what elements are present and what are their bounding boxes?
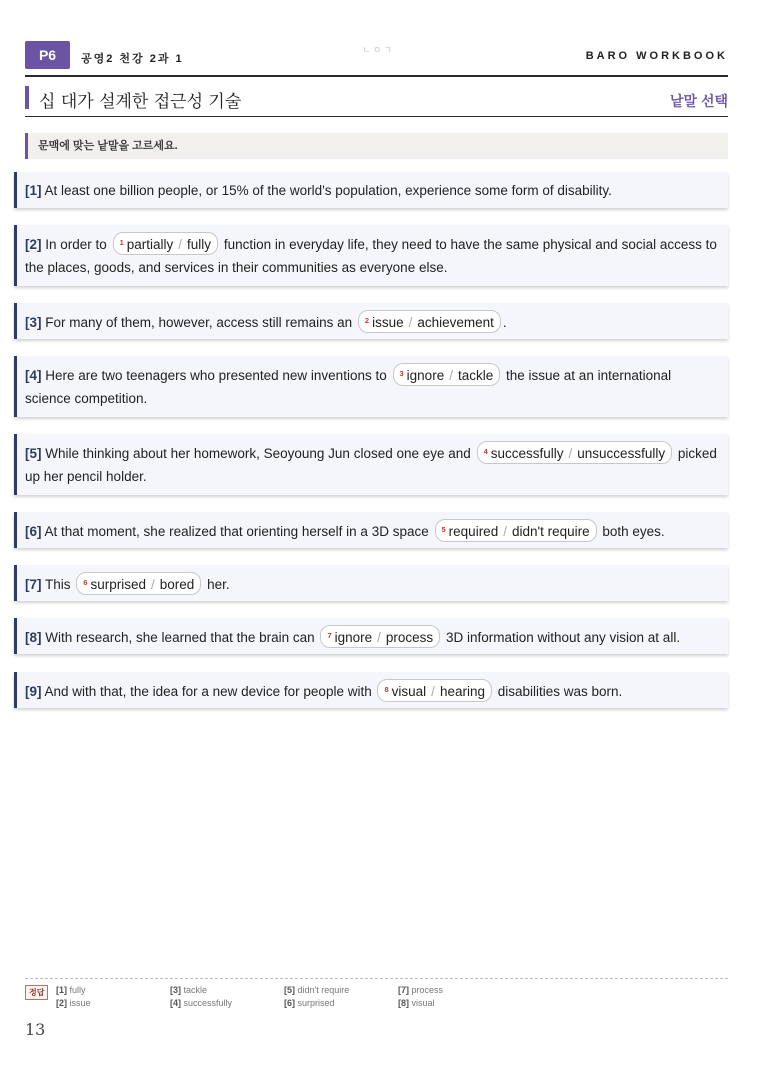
question-5 [14,434,728,495]
answer-key [25,978,728,1018]
choice-separator: / [503,524,507,539]
question-2 [14,225,728,286]
section-type: 낱말 선택 [670,93,728,109]
choice-option-1[interactable]: ignore [406,368,445,383]
question-number: [8] [25,630,42,645]
choice-separator: / [151,577,155,592]
question-8 [14,618,728,654]
page-badge: P6 [25,41,70,69]
answer-item: [8] visual [398,998,435,1008]
choice-option-1[interactable]: required [448,524,499,539]
choice-index: 2 [364,316,370,325]
choice-option-1[interactable]: surprised [90,577,146,592]
question-text-before: While thinking about her homework, Seoyoung Jun closed one eye and [45,446,471,461]
choice-separator: / [408,315,413,330]
question-number: [4] [25,368,42,383]
choice-pair [377,679,492,702]
course-label: 공영2 천강 2과 1 [81,53,184,65]
choice-index: 5 [441,525,446,534]
choice-pair [76,572,201,595]
choice-option-1[interactable]: visual [391,684,427,699]
question-3 [14,303,728,339]
choice-option-2[interactable]: achievement [417,315,494,330]
question-text: At least one billion people, or 15% of the world's population, experience some form of disability. [44,183,612,198]
page-title: 십 대가 설계한 접근성 기술 [39,92,242,112]
question-text-after: picked up her pencil holder. [25,446,717,484]
choice-option-2[interactable]: didn't require [511,524,590,539]
question-number: [6] [25,524,42,539]
title-row [25,86,728,117]
answer-item: [1] fully [56,985,86,995]
question-text-after: 3D information without any vision at all. [445,630,681,645]
answer-item: [3] tackle [170,985,208,995]
question-7 [14,565,728,601]
choice-option-2[interactable]: bored [159,577,195,592]
choice-option-1[interactable]: partially [126,237,174,252]
question-text-after: disabilities was born. [497,684,623,699]
choice-index: 6 [83,578,88,587]
choice-index: 8 [384,685,389,694]
choice-separator: / [377,630,381,645]
question-number: [7] [25,577,42,592]
page-number: 13 [25,1020,46,1039]
choice-separator: / [431,684,435,699]
question-number: [1] [25,183,42,198]
choice-option-2[interactable]: tackle [457,368,494,383]
instruction: 문맥에 맞는 낱말을 고르세요. [25,133,728,159]
question-number: [3] [25,315,42,330]
header-mark: ㄴㅇㄱ [362,45,395,55]
question-text-before: Here are two teenagers who presented new inventions to [45,368,387,383]
page-header [25,41,728,77]
question-number: [2] [25,237,42,252]
question-number: [9] [25,684,42,699]
choice-pair [320,625,440,648]
answer-label: 정답 [25,985,48,1000]
choice-option-2[interactable]: hearing [439,684,485,699]
choice-pair [435,519,597,542]
answer-item: [5] didn't require [284,985,350,995]
answer-item: [4] successfully [170,998,233,1008]
answer-item: [7] process [398,985,444,995]
choice-option-2[interactable]: fully [187,237,212,252]
choice-separator: / [178,237,183,252]
choice-index: 4 [483,447,488,456]
question-6 [14,512,728,548]
answer-item: [6] surprised [284,998,335,1008]
choice-pair [477,441,673,464]
question-text-after: both eyes. [602,524,665,539]
question-number: [5] [25,446,42,461]
answer-item: [2] issue [56,998,91,1008]
choice-option-2[interactable]: process [385,630,434,645]
choice-separator: / [568,446,573,461]
choice-pair [113,232,218,255]
question-text-before: At that moment, she realized that orienting herself in a 3D space [44,524,429,539]
question-text-before: With research, she learned that the brain can [45,630,315,645]
question-text-after: her. [207,577,230,592]
choice-pair [358,310,501,333]
choice-index: 1 [119,238,124,247]
choice-index: 7 [327,631,332,640]
choice-option-1[interactable]: successfully [490,446,564,461]
choice-separator: / [449,368,453,383]
question-text-before: And with that, the idea for a new device for people with [44,684,372,699]
choice-option-2[interactable]: unsuccessfully [577,446,666,461]
brand-label: BARO WORKBOOK [585,50,728,62]
question-text-after: . [502,315,507,330]
question-4 [14,356,728,417]
choice-pair [393,363,501,386]
question-text-after: function in everyday life, they need to have the same physical and social access to the places, goods, and services in their communities as everyone else. [25,237,717,275]
question-1 [14,172,728,208]
title-accent-bar [25,86,29,109]
question-text-after: the issue at an international science competition. [25,368,672,406]
question-text-before: For many of them, however, access still remains an [45,315,353,330]
question-9 [14,672,728,708]
choice-index: 3 [399,369,404,378]
choice-option-1[interactable]: ignore [334,630,373,645]
question-text-before: In order to [45,237,107,252]
choice-option-1[interactable]: issue [372,315,404,330]
question-text-before: This [45,577,71,592]
